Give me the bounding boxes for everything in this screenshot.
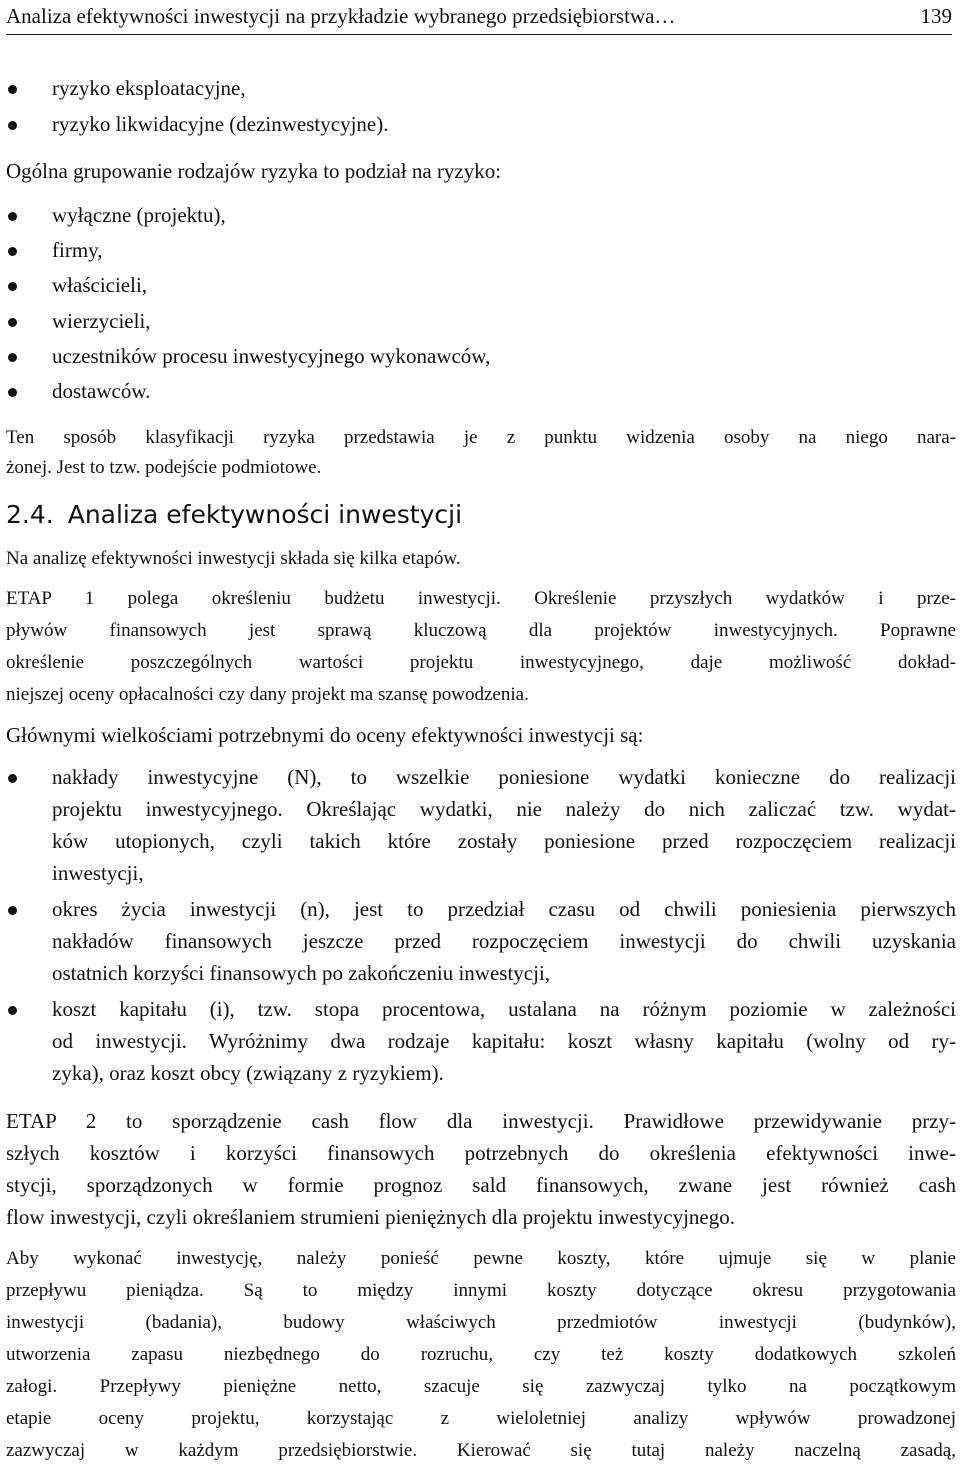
bullet-icon [8,282,17,291]
bullet-icon [8,212,17,221]
bullet-icon [8,353,17,362]
list-item-line: nakłady inwestycyjne (N), to wszelkie poniesione wydatki konieczne do realizacji [52,765,956,789]
intro-line: Ogólna grupowanie rodzajów ryzyka to podział na ryzyko: [6,159,502,183]
list-item: uczestników procesu inwestycyjnego wykonawców, [52,344,491,368]
paragraph-line: inwestycji (badania), budowy właściwych przedmiotów inwestycji (budynków), [6,1312,956,1333]
header-title: Analiza efektywności inwestycji na przykładzie wybranego przedsiębiorstwa… [6,4,676,28]
paragraph-line: Aby wykonać inwestycję, należy ponieść pewne koszty, które ujmuje się w planie [6,1248,956,1269]
paragraph-line: etapie oceny projektu, korzystając z wieloletniej analizy wpływów prowadzonej [6,1408,956,1429]
bullet-icon [8,774,17,783]
paragraph-line: ETAP 1 polega określeniu budżetu inwestycji. Określenie przyszłych wydatków i prze- [6,588,956,609]
list-item: wyłączne (projektu), [52,203,226,227]
section-heading [6,498,462,532]
list-item: ryzyko eksploatacyjne, [52,76,246,100]
bullet-icon [8,247,17,256]
paragraph-line: ETAP 2 to sporządzenie cash flow dla inwestycji. Prawidłowe przewidywanie przy- [6,1109,956,1133]
paragraph-line: Na analizę efektywności inwestycji składa się kilka etapów. [6,548,461,569]
list-item-line: koszt kapitału (i), tzw. stopa procentowa, ustalana na różnym poziomie w zależności [52,997,956,1021]
bullet-icon [8,906,17,915]
paragraph-line: niejszej oceny opłacalności czy dany projekt ma szansę powodzenia. [6,684,529,705]
list-item-line: ków utopionych, czyli takich które zostały poniesione przed rozpoczęciem realizacji [52,829,956,853]
paragraph-line: pływów finansowych jest sprawą kluczową dla projektów inwestycyjnych. Poprawne [6,620,956,641]
paragraph-line: przepływu pieniądza. Są to między innymi koszty dotyczące okresu przygotowania [6,1280,956,1301]
bullet-icon [8,121,17,130]
bullet-icon [8,1006,17,1015]
list-item: dostawców. [52,379,151,403]
list-item: firmy, [52,238,103,262]
list-item: właścicieli, [52,273,148,297]
paragraph-line: utworzenia zapasu niezbędnego do rozruchu, czy też koszty dodatkowych szkoleń [6,1344,956,1365]
paragraph-line: załogi. Przepływy pieniężne netto, szacuje się zazwyczaj tylko na początkowym [6,1376,956,1397]
list-item-line: nakładów finansowych jeszcze przed rozpoczęciem inwestycji do chwili uzyskania [52,929,956,953]
paragraph-line: określenie poszczególnych wartości projektu inwestycyjnego, daje możliwość dokład- [6,652,956,673]
list-item-line: ostatnich korzyści finansowych po zakończeniu inwestycji, [52,961,551,985]
page-number: 139 [920,4,952,28]
list-item: wierzycieli, [52,309,151,333]
paragraph-line: Ten sposób klasyfikacji ryzyka przedstawia je z punktu widzenia osoby na niego nara- [6,427,956,448]
bullet-icon [8,388,17,397]
list-item-line: projektu inwestycyjnego. Określając wydatki, nie należy do nich zaliczać tzw. wydat- [52,797,956,821]
paragraph-line: szłych kosztów i korzyści finansowych potrzebnych do określenia efektywności inwe- [6,1141,956,1165]
paragraph-line: stycji, sporządzonych w formie prognoz sald finansowych, zwane jest również cash [6,1173,956,1197]
paragraph-line: Głównymi wielkościami potrzebnymi do oceny efektywności inwestycji są: [6,723,644,747]
bullet-icon [8,318,17,327]
paragraph-line: zazwyczaj w każdym przedsiębiorstwie. Kierować się tutaj należy naczelną zasadą, [6,1440,956,1461]
section-title: Analiza efektywności inwestycji [67,500,463,529]
bullet-icon [8,85,17,94]
list-item: ryzyko likwidacyjne (dezinwestycyjne). [52,112,389,136]
list-item-line: okres życia inwestycji (n), jest to przedział czasu od chwili poniesienia pierwszych [52,897,956,921]
list-item-line: zyka), oraz koszt obcy (związany z ryzykiem). [52,1061,444,1085]
list-item-line: od inwestycji. Wyróżnimy dwa rodzaje kapitału: koszt własny kapitału (wolny od ry- [52,1029,956,1053]
running-header [6,0,952,35]
section-number: 2.4. [6,500,54,529]
paragraph-line: flow inwestycji, czyli określaniem strumieni pieniężnych dla projektu inwestycyjnego. [6,1205,735,1229]
paragraph-line: żonej. Jest to tzw. podejście podmiotowe. [6,457,322,478]
list-item-line: inwestycji, [52,861,144,885]
